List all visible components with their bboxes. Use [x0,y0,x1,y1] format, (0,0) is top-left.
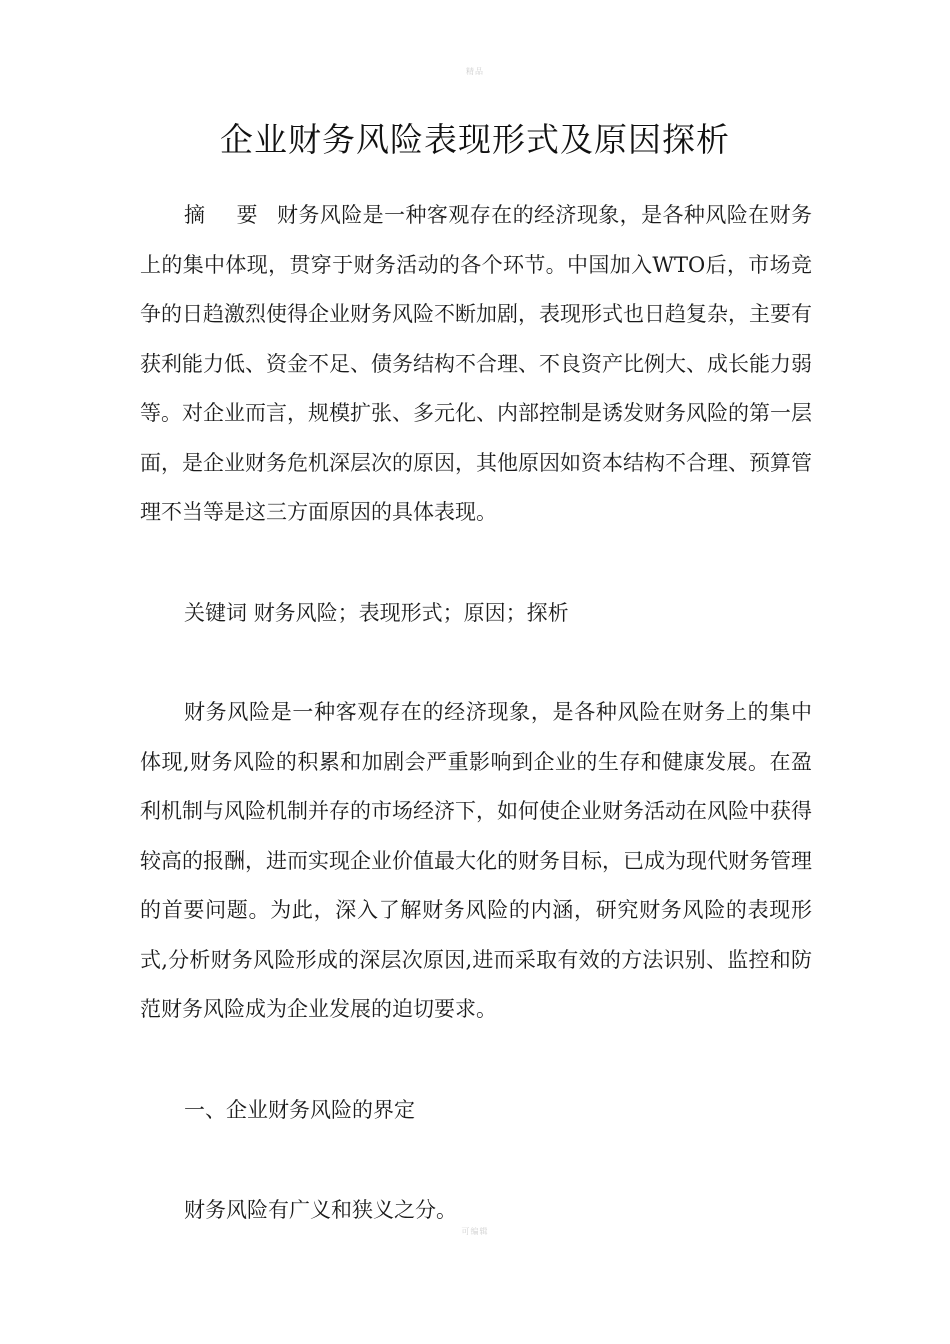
intro-paragraph: 财务风险是一种客观存在的经济现象，是各种风险在财务上的集中体现,财务风险的积累和加剧会严重影响到企业的生存和健康发展。在盈利机制与风险机制并存的市场经济下，如何使企业财务活动在风险中获得较高的报酬，进而实现企业价值最大化的财务目标，已成为现代财务管理的首要问题。为此，深入了解财务风险的内涵，研究财务风险的表现形式,分析财务风险形成的深层次原因,进而采取有效的方法识别、监控和防范财务风险成为企业发展的迫切要求。 [140,700,812,1021]
document-title: 企业财务风险表现形式及原因探析 [220,120,730,159]
section-paragraph: 财务风险有广义和狭义之分。 [184,1198,457,1222]
header-watermark: 精品 [466,67,484,76]
section-heading: 一、企业财务风险的界定 [184,1098,415,1122]
keywords-paragraph [140,589,812,639]
footer-watermark: 可编辑 [461,1227,489,1236]
abstract-paragraph [140,191,812,538]
abstract-label: 摘 要 [184,203,270,227]
keywords-text: 财务风险；表现形式；原因；探析 [253,601,569,625]
keywords-label: 关键词 [184,601,247,625]
abstract-text: 财务风险是一种客观存在的经济现象，是各种风险在财务上的集中体现，贯穿于财务活动的各个环节。中国加入WTO后，市场竞争的日趋激烈使得企业财务风险不断加剧，表现形式也日趋复杂，主要有获利能力低、资金不足、债务结构不合理、不良资产比例大、成长能力弱等。对企业而言，规模扩张、多元化、内部控制是诱发财务风险的第一层面，是企业财务危机深层次的原因，其他原因如资本结构不合理、预算管理不当等是这三方面原因的具体表现。 [140,203,812,524]
